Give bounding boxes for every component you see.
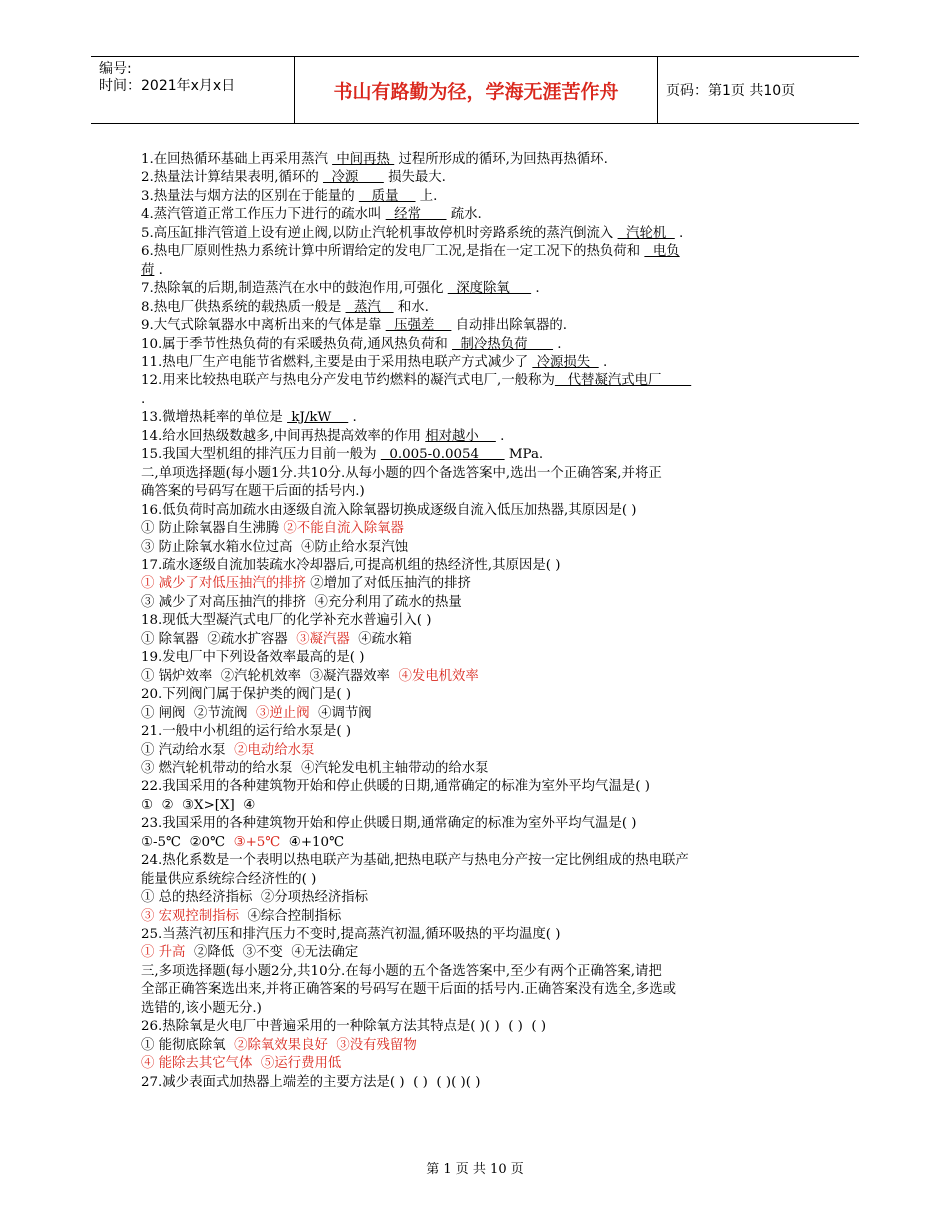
text-line [141,981,821,999]
header-page-number: 页码：第1页 共10页 [666,83,796,99]
doc-time-label: 时间：2021年x月x日 [99,78,236,94]
answer-fill: 压强差 [385,318,452,334]
text-segment: ① 除氧器 ②疏水扩容器 [141,631,297,647]
text-segment: 26.热除氧是火电厂中普遍采用的一种除氧方法其特点是( )( ) ( ) ( ) [141,1019,547,1035]
answer-fill: 相对越小 [425,428,496,444]
document-body [141,151,821,1092]
text-line [141,243,821,261]
text-segment: 15.我国大型机组的排汽压力目前一般为 [141,447,381,463]
text-segment: 2.热量法计算结果表明,循环的 [141,170,323,186]
text-line [141,871,821,889]
text-line [141,502,821,520]
text-segment: 疏水. [446,207,482,223]
text-segment: 7.热除氧的后期,制造蒸汽在水中的鼓泡作用,可强化 [141,281,448,297]
text-segment: ④调节阀 [309,705,372,721]
text-segment: 上. [415,188,438,204]
text-line [141,834,821,852]
text-segment: 损失最大. [383,170,446,186]
text-segment: 二,单项选择题(每小题1分.共10分.从每小题的四个备选答案中,选出一个正确答案,并将正 [141,465,662,481]
answer-fill: 深度除氧 [447,281,532,297]
text-line [141,520,821,538]
answer-option: ③逆止阀 [256,705,310,721]
text-segment: 和水. [393,299,429,315]
text-line [141,372,821,390]
text-line [141,428,821,446]
text-segment: 22.我国采用的各种建筑物开始和停止供暖的日期,通常确定的标准为室外平均气温是( ) [141,779,650,795]
text-segment: 自动排出除氧器的. [451,318,568,334]
doc-code-label: 编号: [99,61,132,77]
text-segment: ① 锅炉效率 ②汽轮机效率 ③凝汽器效率 [141,668,399,684]
text-line [141,299,821,317]
text-segment: 20.下列阀门属于保护类的阀门是( ) [141,687,352,703]
text-line [141,889,821,907]
text-line [141,354,821,372]
text-segment: . [495,428,505,444]
text-segment: ① 防止除氧器自生沸腾 [141,521,284,537]
text-line [141,926,821,944]
text-segment: ① 闸阀 ②节流阀 [141,705,257,721]
text-segment: ④疏水箱 [349,631,412,647]
text-segment: 25.当蒸汽初压和排汽压力不变时,提高蒸汽初温,循环吸热的平均温度( ) [141,927,561,943]
text-line [141,705,821,723]
text-segment: 13.微增热耗率的单位是 [141,410,288,426]
text-segment: ①-5℃ ②0℃ [141,834,234,850]
text-segment: 1.在回热循环基础上再采用蒸汽 [141,152,333,167]
text-line [141,944,821,962]
answer-fill: 经常 [385,207,447,223]
text-segment: 10.属于季节性热负荷的有采暖热负荷,通风热负荷和 [141,336,453,352]
answer-fill: 代替凝汽式电厂 [554,373,692,389]
text-segment: 24.热化系数是一个表明以热电联产为基础,把热电联产与热电分产按一定比例组成的热电联产 [141,853,689,869]
text-line [141,1037,821,1055]
text-segment: 9.大气式除氧器水中离析出来的气体是靠 [141,318,386,334]
text-line [141,317,821,335]
text-segment: MPa. [504,447,544,463]
text-segment: 选错的,该小题无分.) [141,1000,262,1016]
text-line [141,557,821,575]
text-line [141,1018,821,1036]
text-segment: ① 总的热经济指标 ②分项热经济指标 [141,890,369,906]
text-segment: 能量供应系统综合经济性的( ) [141,871,317,887]
answer-fill: 中间再热 [332,152,395,167]
answer-option: ②电动给水泵 [234,742,315,758]
text-segment: ③ 减少了对高压抽汽的排挤 ④充分利用了疏水的热量 [141,594,462,610]
text-line [141,409,821,427]
page-footer: 第 1 页 共 10 页 [426,1162,524,1177]
text-segment: 17.疏水逐级自流加装疏水冷却器后,可提高机组的热经济性,其原因是( ) [141,557,561,573]
header-meta [91,57,295,123]
text-line [141,686,821,704]
text-line [141,742,821,760]
text-segment: ① 汽动给水泵 [141,742,235,758]
text-line [141,225,821,243]
answer-fill: 汽轮机 [617,225,675,241]
text-segment: . [348,410,357,426]
text-segment: ① 能彻底除氧 [141,1037,235,1053]
text-line [141,1074,821,1092]
text-segment: 14.给水回热级数越多,中间再热提高效率的作用 [141,428,426,444]
text-line [141,963,821,981]
text-line [141,446,821,464]
answer-fill: 荷 [141,262,155,278]
text-segment: . [598,354,608,370]
text-segment: ① ② ③X>[X] ④ [141,797,256,813]
text-line [141,483,821,501]
text-segment: 5.高压缸排汽管道上设有逆止阀,以防止汽轮机事故停机时旁路系统的蒸汽倒流入 [141,225,618,241]
text-line [141,908,821,926]
text-segment: . [674,225,684,241]
text-line [141,631,821,649]
text-line [141,668,821,686]
text-line [141,760,821,778]
text-segment: 18.现低大型凝汽式电厂的化学补充水普遍引入( ) [141,613,432,629]
text-segment: . [141,391,146,407]
answer-fill: 0.005-0.0054 [380,447,505,463]
text-segment: 8.热电厂供热系统的载热质一般是 [141,299,346,315]
text-line [141,539,821,557]
text-segment: 过程所形成的循环,为回热再热循环. [394,152,608,167]
text-segment: ④综合控制指标 [239,908,342,924]
text-segment: 19.发电厂中下列设备效率最高的是( ) [141,650,365,666]
text-segment: 16.低负荷时高加疏水由逐级自流入除氧器切换成逐级自流入低压加热器,其原因是( ) [141,502,637,518]
answer-option: ②除氧效果良好 ③没有残留物 [234,1037,417,1053]
answer-option: ②不能自流入除氧器 [283,521,404,537]
text-segment: ②增加了对低压抽汽的排挤 [305,576,471,592]
text-segment: 11.热电厂生产电能节省燃料,主要是由于采用热电联产方式减少了 [141,354,533,370]
answer-option: ③ 宏观控制指标 [141,908,239,924]
text-line [141,169,821,187]
text-line [141,391,821,409]
answer-option: ③凝汽器 [296,631,350,647]
text-segment: . [553,336,562,352]
text-line [141,575,821,593]
header-motto: 书山有路勤为径，学海无涯苦作舟 [295,57,658,123]
text-line [141,1055,821,1073]
text-line [141,815,821,833]
text-line [141,649,821,667]
text-segment: ②降低 ③不变 ④无法确定 [185,945,359,961]
answer-option: ④ 能除去其它气体 ⑤运行费用低 [141,1056,342,1072]
text-line [141,778,821,796]
answer-option: ① 减少了对低压抽汽的排挤 [141,576,306,592]
answer-option: ④发电机效率 [398,668,479,684]
answer-fill: 冷源 [322,170,384,186]
text-segment: ③ 防止除氧水箱水位过高 ④防止给水泵汽蚀 [141,539,409,555]
text-segment: 27.减少表面式加热器上端差的主要方法是( ) ( ) ( )( )( ) [141,1074,481,1090]
text-segment: 6.热电厂原则性热力系统计算中所谓给定的发电厂工况,是指在一定工况下的热负荷和 [141,244,645,260]
text-segment: 23.我国采用的各种建筑物开始和停止供暖日期,通常确定的标准为室外平均气温是( ) [141,816,637,832]
text-segment: 三,多项选择题(每小题2分,共10分.在每小题的五个备选答案中,至少有两个正确答案,请把 [141,963,662,979]
text-line [141,151,821,169]
answer-fill: 制冷热负荷 [452,336,554,352]
text-segment: 确答案的号码写在题干后面的括号内.) [141,484,365,500]
text-segment: ④+10℃ [280,834,345,850]
text-line [141,188,821,206]
answer-fill: 冷源损失 [532,354,599,370]
text-segment: 4.蒸汽管道正常工作压力下进行的疏水叫 [141,207,386,223]
text-line [141,1000,821,1018]
text-line [141,206,821,224]
text-line [141,280,821,298]
page-header [91,56,859,124]
text-line [141,594,821,612]
text-line [141,797,821,815]
text-line [141,852,821,870]
text-line [141,723,821,741]
text-segment: 全部正确答案选出来,并将正确答案的号码写在题干后面的括号内.正确答案没有选全,多选或 [141,982,677,998]
answer-fill: kJ/kW [287,410,349,426]
answer-fill: 电负 [644,244,680,260]
text-line [141,465,821,483]
answer-fill: 蒸汽 [345,299,394,315]
text-segment: 3.热量法与烟方法的区别在于能量的 [141,188,359,204]
answer-option: ③+5℃ [233,834,281,850]
answer-option: ① 升高 [141,945,186,961]
text-line [141,336,821,354]
text-line [141,262,821,280]
text-segment: . [154,262,163,278]
text-segment: 12.用来比较热电联产与热电分产发电节约燃料的凝汽式电厂,一般称为 [141,373,555,389]
text-segment: ③ 燃汽轮机带动的给水泵 ④汽轮发电机主轴带动的给水泵 [141,760,489,776]
text-line [141,612,821,630]
answer-fill: 质量 [358,188,416,204]
text-segment: . [531,281,540,297]
text-segment: 21.一般中小机组的运行给水泵是( ) [141,724,352,740]
